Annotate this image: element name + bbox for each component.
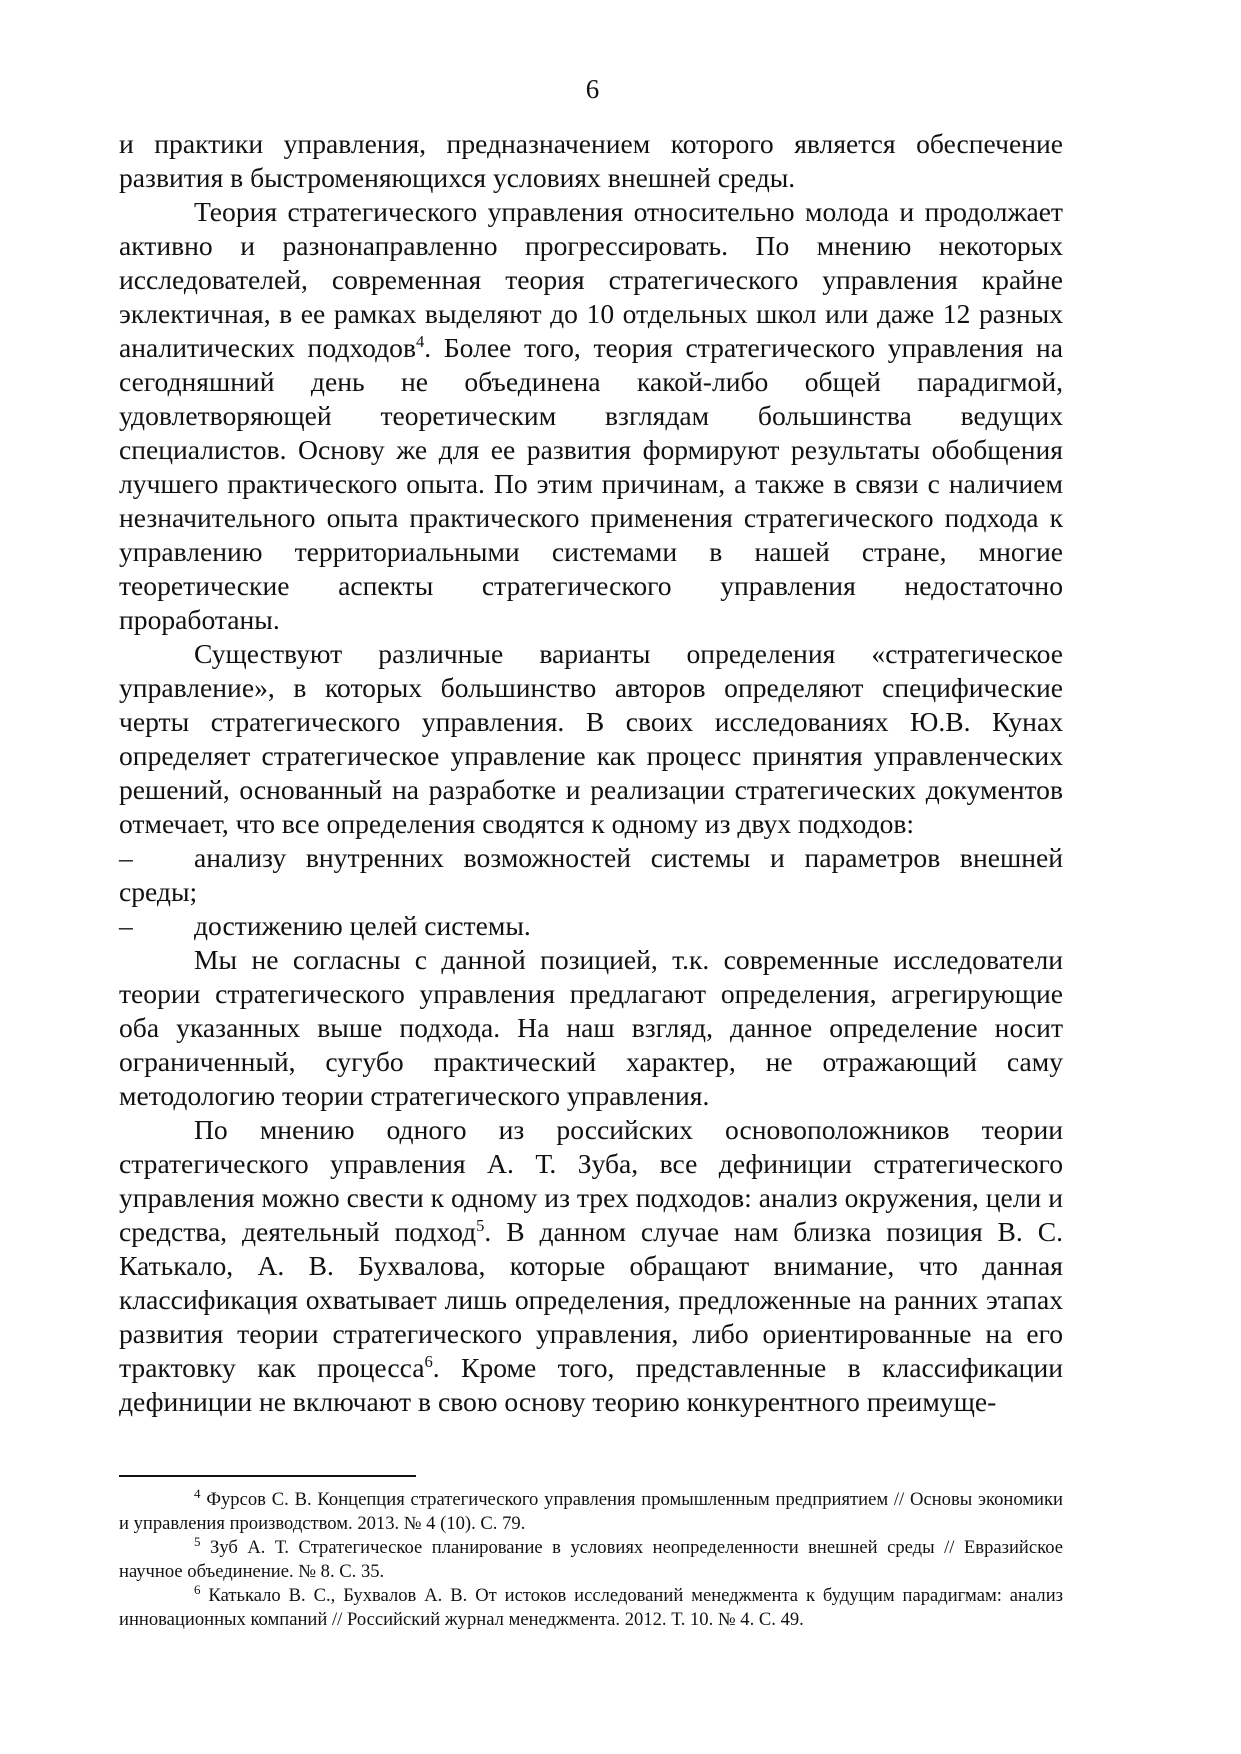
list-item [119, 909, 1063, 943]
footnote-ref-4[interactable]: 4 [415, 331, 425, 351]
footnote-number: 4 [194, 1485, 201, 1501]
footnote-number: 6 [194, 1581, 201, 1597]
footnote-text: Фурсов С. В. Концепция стратегического управления промышленным предприятием // Основы экономики и управления производством. 2013. № 4 (10). С. 79. [119, 1489, 1063, 1534]
dash-marker: – [119, 842, 133, 873]
paragraph-zub-approaches [119, 1113, 1063, 1419]
list-item [119, 841, 1063, 909]
footnotes [119, 1485, 1063, 1632]
paragraph-text: . Кроме того, представленные в классификации дефиниции не включают в свою основу теорию конкурентного преимуще- [119, 1352, 1063, 1417]
footnote-text: Катькало В. С., Бухвалов А. В. От истоков исследований менеджмента к будущим парадигмам: анализ инновационных компаний // Российский журнал менеджмента. 2012. Т. 10. № 4. С. 49. [119, 1585, 1063, 1630]
footnote-number: 5 [194, 1533, 201, 1549]
dash-marker: – [119, 910, 133, 941]
footnote-text: Зуб А. Т. Стратегическое планирование в условиях неопределенности внешней среды // Евразийское научное объединение. № 8. С. 35. [119, 1537, 1063, 1582]
footnote-separator [119, 1475, 416, 1477]
paragraph-text: По мнению одного из российских основоположников теории стратегического управления А. Т. Зуба, все дефиниции стратегического управления можно свести к одному из трех подходов: анализ окружения, цели и средства, деятельный подход [119, 1114, 1063, 1247]
footnote-6 [119, 1581, 1063, 1632]
paragraph-continuation: и практики управления, предназначением которого является обеспечение развития в быстроменяющихся условиях внешней среды. [119, 128, 1063, 193]
paragraph-text: . В данном случае нам близка позиция В. С. Катькало, А. В. Бухвалова, которые обращают внимание, что данная классификация охватывает лишь определения, предложенные на ранних этапах развития теории стратегического управления, либо ориентированные на его трактовку как процесса [119, 1216, 1063, 1383]
paragraph-theory-intro [119, 195, 1063, 637]
body-text [119, 127, 1063, 1419]
list-item-text: анализу внутренних возможностей системы и параметров внешней среды; [119, 842, 1063, 907]
footnote-5 [119, 1533, 1063, 1584]
footnote-4 [119, 1485, 1063, 1536]
footnote-ref-5[interactable]: 5 [476, 1215, 485, 1235]
page-number: 6 [585, 74, 600, 104]
paragraph-disagreement: Мы не согласны с данной позицией, т.к. современные исследователи теории стратегического управления предлагают определения, агрегирующие оба указанных выше подхода. На наш взгляд, данное определение носит ограниченный, сугубо практический характер, не отражающий саму методологию теории стратегического управления. [119, 944, 1063, 1111]
paragraph-definitions: Существуют различные варианты определения «стратегическое управление», в которых большинство авторов определяют специфические черты стратегического управления. В своих исследованиях Ю.В. Кунах определяет стратегическое управление как процесс принятия управленческих решений, основанный на разработке и реализации стратегических документов отмечает, что все определения сводятся к одному из двух подходов: [119, 638, 1063, 839]
list-item-text: достижению целей системы. [194, 910, 531, 941]
paragraph-text: Теория стратегического управления относительно молода и продолжает активно и разнонаправленно прогрессировать. По мнению некоторых исследователей, современная теория стратегического управления крайне эклектичная, в ее рамках выделяют до 10 отдельных школ или даже 12 разных аналитических подходов [119, 196, 1063, 363]
paragraph-text: . Более того, теория стратегического управления на сегодняшний день не объединена какой-либо общей парадигмой, удовлетворяющей теоретическим взглядам большинства ведущих специалистов. Основу же для ее развития формируют результаты обобщения лучшего практического опыта. По этим причинам, а также в связи с наличием незначительного опыта практического применения стратегического подхода к управлению территориальными системами в нашей стране, многие теоретические аспекты стратегического управления недостаточно проработаны. [119, 332, 1063, 635]
footnote-ref-6[interactable]: 6 [424, 1351, 433, 1371]
